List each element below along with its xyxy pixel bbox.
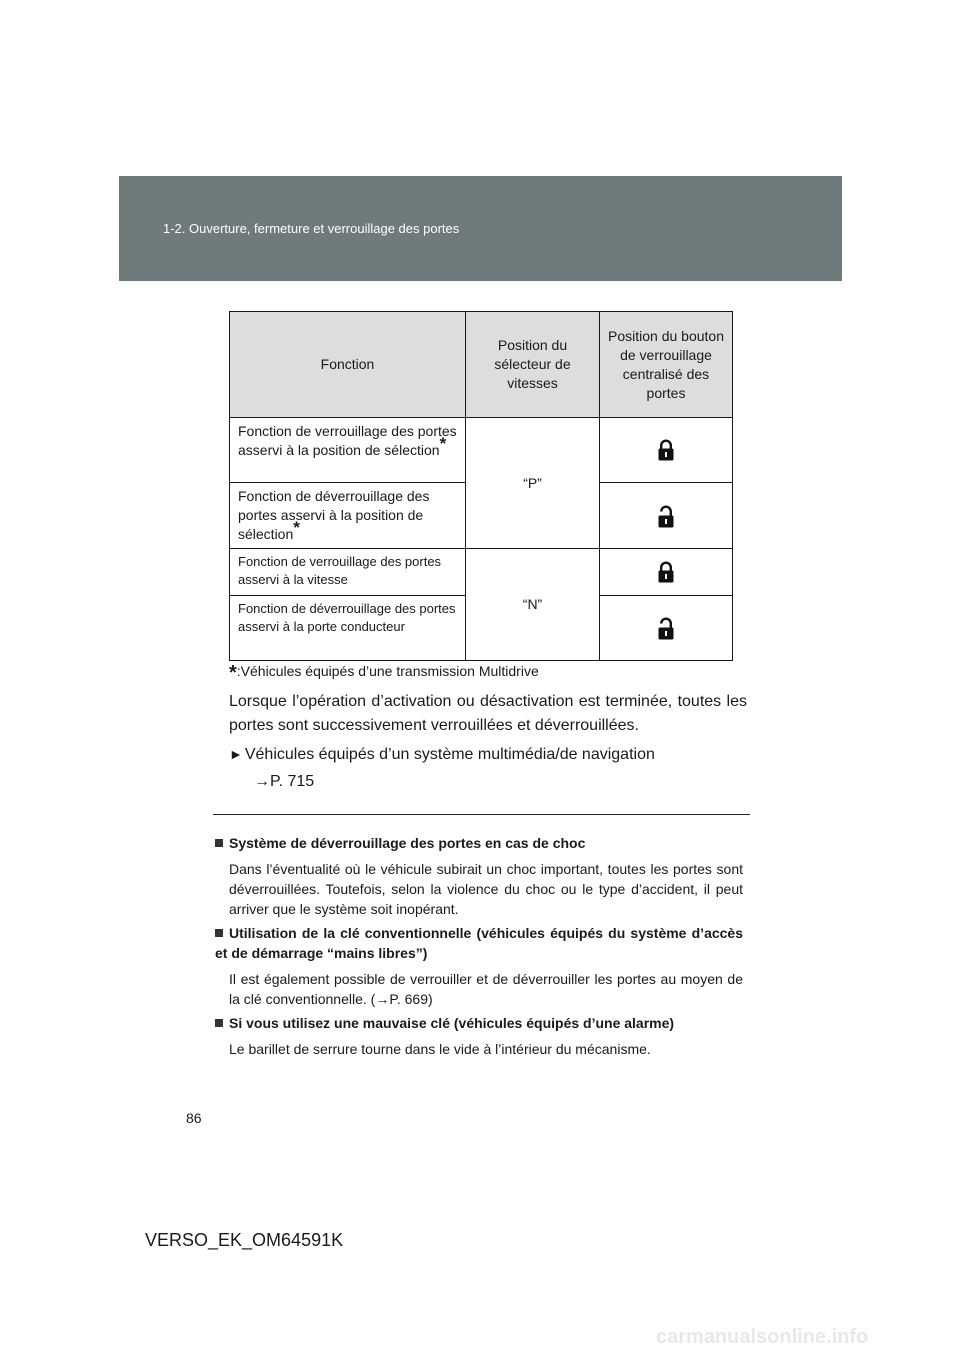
page-number: 86: [186, 1110, 202, 1126]
selector-position-n: “N”: [466, 549, 600, 661]
function-cell: [230, 483, 466, 549]
function-cell: Fonction de déverrouillage des portes asservi à la porte conducteur: [230, 596, 466, 661]
note-title: Si vous utilisez une mauvaise clé (véhicules équipés d’une alarme): [215, 1013, 743, 1033]
document-code: VERSO_EK_OM64591K: [145, 1230, 344, 1250]
footnote-text: :Véhicules équipés d’une transmission Multidrive: [236, 663, 539, 679]
function-text: Fonction de déverrouillage des portes asservi à la position de sélection: [238, 488, 430, 542]
lock-cell: [600, 549, 733, 596]
unlock-cell: [600, 483, 733, 549]
table-footnote: [229, 662, 539, 685]
section-divider: [213, 814, 750, 815]
function-cell: [230, 418, 466, 483]
padlock-open-icon: [658, 504, 674, 528]
note-body: Il est également possible de verrouiller et de déverrouiller les portes au moyen de la clé conventionnelle. (→P. 669): [229, 971, 743, 1007]
body-paragraph: Lorsque l’opération d’activation ou désactivation est terminée, toutes les portes sont successivement verrouillées et déverrouillées.: [229, 693, 747, 734]
square-bullet-icon: [215, 929, 223, 937]
arrow-right-icon: →: [254, 773, 270, 790]
table-row: [230, 549, 733, 596]
function-table: [229, 311, 733, 661]
note-body: Dans l’éventualité où le véhicule subirait un choc important, toutes les portes sont déverrouillées. Toutefois, selon la violence du choc ou le type d’accident, il peut arriver que le système soit inopérant.: [229, 861, 743, 917]
square-bullet-icon: [215, 839, 223, 847]
arrow-right-icon: →: [375, 991, 390, 1007]
reference-text[interactable]: P. 669): [389, 991, 433, 1007]
header-lock-button-position: Position du bouton de verrouillage centralisé des portes: [600, 312, 733, 418]
note-conventional-key: [215, 923, 743, 1009]
note-crash-unlock: [215, 833, 743, 919]
note-wrong-key: [215, 1013, 743, 1059]
footnote-star: *: [229, 662, 237, 684]
selector-position-p: “P”: [466, 418, 600, 549]
note-title: Utilisation de la clé conventionnelle (véhicules équipés du système d’accès et de démarrage “mains libres”): [215, 925, 743, 961]
lock-cell: [600, 418, 733, 483]
table-row: [230, 418, 733, 483]
navigation-bullet: [229, 746, 655, 764]
header-selector-position: Position du sélecteur de vitesses: [466, 312, 600, 418]
padlock-open-icon: [658, 616, 674, 640]
right-triangle-icon: ►: [229, 746, 243, 762]
square-bullet-icon: [215, 1019, 223, 1027]
padlock-closed-icon: [658, 439, 674, 461]
function-cell: Fonction de verrouillage des portes asservi à la vitesse: [230, 549, 466, 596]
footnote-marker: *: [439, 434, 447, 453]
note-title: Système de déverrouillage des portes en cas de choc: [215, 833, 743, 853]
header-function: Fonction: [230, 312, 466, 418]
page-reference[interactable]: [254, 773, 314, 791]
function-text: Fonction de verrouillage des portes asservi à la position de sélection: [238, 423, 457, 458]
footnote-marker: *: [293, 518, 300, 537]
watermark: carmanualsonline.info: [656, 1326, 869, 1348]
bullet-text: Véhicules équipés d’un système multimédia/de navigation: [244, 746, 655, 763]
unlock-cell: [600, 596, 733, 661]
reference-text: P. 715: [270, 773, 315, 790]
table-header-row: [230, 312, 733, 418]
padlock-closed-icon: [658, 561, 674, 583]
note-body: Le barillet de serrure tourne dans le vide à l’intérieur du mécanisme.: [229, 1041, 651, 1057]
section-title: 1-2. Ouverture, fermeture et verrouillage des portes: [163, 221, 460, 236]
